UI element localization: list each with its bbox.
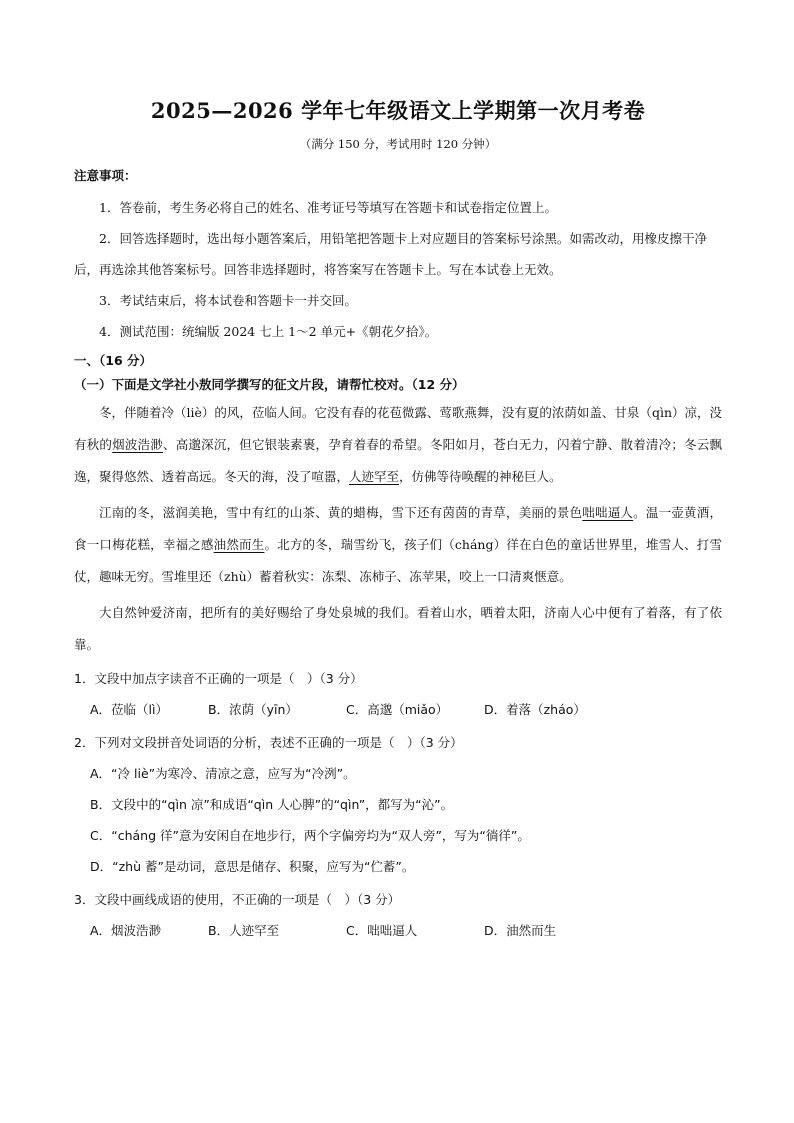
underlined-idiom: 烟波浩渺 (112, 437, 163, 452)
question-3-stem: 3．文段中画线成语的使用，不正确的一项是（ ）（3 分） (74, 892, 401, 907)
option-a: A．烟波浩渺 (90, 923, 162, 938)
exam-title: 2025—2026 学年七年级语文上学期第一次月考卷 (150, 98, 646, 123)
option-b: B．人迹罕至 (208, 923, 280, 938)
passage-text: ，仿佛等待唤醒的神秘巨人。 (399, 469, 562, 484)
option-b: B．文段中的“qìn 凉”和成语“qìn 人心脾”的“qìn”，都写为“沁”。 (90, 797, 454, 812)
passage-text: 。北方的冬，瑞雪纷飞，孩子们（cháng）徉在白色的童话世界里，堆雪人、打雪仗，趣味无穷。雪堆里还（zhù）蓄着秋实：冻梨、冻柿子、冻苹果，咬上一口清爽惬意。 (74, 537, 722, 584)
option-d: D．油然而生 (484, 923, 557, 938)
notice-item-4: 4．测试范围：统编版 2024 七上 1～2 单元+《朝花夕拾》。 (99, 324, 438, 339)
notice-item-2: 2．回答选择题时，选出每小题答案后，用铅笔把答题卡上对应题目的答案标号涂黑。如需改动，用橡皮擦干净后，再选涂其他答案标号。回答非选择题时，将答案写在答题卡上。写在本试卷上无效。 (74, 231, 707, 277)
notice-item-1: 1．答卷前，考生务必将自己的姓名、准考证号等填写在答题卡和试卷指定位置上。 (99, 200, 557, 215)
question-3-options (74, 915, 722, 946)
passage-paragraph-3: 大自然钟爱济南，把所有的美好赐给了身处泉城的我们。看着山水，晒着太阳，济南人心中便有了着落，有了依靠。 (74, 605, 722, 652)
section-heading: 一、（16 分） (74, 353, 152, 368)
question-2-stem: 2．下列对文段拼音处词语的分析，表述不正确的一项是（ ）（3 分） (74, 735, 463, 750)
passage-text: 江南的冬，滋润美艳，雪中有红的山茶、黄的蜡梅，雪下还有茵茵的青草，美丽的景色 (99, 505, 583, 520)
option-c: C．高邈（miǎo） (346, 702, 449, 717)
exam-subtitle: （满分 150 分，考试用时 120 分钟） (299, 137, 497, 151)
option-b: B．浓荫（yīn） (208, 702, 298, 717)
underlined-idiom: 咄咄逼人 (582, 505, 634, 520)
notice-item-3: 3．考试结束后，将本试卷和答题卡一并交回。 (99, 293, 357, 308)
passage-text: 。温一壶黄酒，食一口梅花糕，幸福之感 (74, 505, 722, 552)
subsection-heading: （一）下面是文学社小敖同学撰写的征文片段，请帮忙校对。（12 分） (74, 377, 465, 392)
option-a: A．“冷 liè”为寒冷、清凉之意，应写为“冷洌”。 (90, 766, 356, 781)
question-1-options (74, 694, 722, 725)
option-d: D．着落（zháo） (484, 702, 586, 717)
option-d: D．“zhù 蓄”是动词，意思是储存、积聚，应写为“伫蓄”。 (90, 859, 415, 874)
option-c: C．咄咄逼人 (346, 923, 418, 938)
notice-heading: 注意事项： (74, 168, 137, 183)
underlined-idiom: 人迹罕至 (349, 469, 400, 484)
option-a: A．莅临（lì） (90, 702, 168, 717)
passage-paragraph-2 (74, 497, 722, 593)
passage-text: 、高邈深沉，但它银装素裹，孕育着春的希望。冬阳如月，苍白无力，闪着宁静、散着清冷；冬云飘逸，聚得悠然、透着高远。冬天的海，没了喧嚣， (74, 437, 722, 484)
passage-text: 冬，伴随着冷（liè）的风，莅临人间。它没有春的花苞微露、莺歌燕舞，没有夏的浓荫如盖、甘泉（qìn）凉，没有秋的 (74, 405, 722, 452)
passage-paragraph-1 (74, 397, 722, 493)
question-1-stem: 1．文段中加点字读音不正确的一项是（ ）（3 分） (74, 671, 363, 686)
option-c: C．“cháng 徉”意为安闲自在地步行，两个字偏旁均为“双人旁”，写为“徜徉”。 (90, 828, 530, 843)
underlined-idiom: 油然而生 (213, 537, 265, 552)
